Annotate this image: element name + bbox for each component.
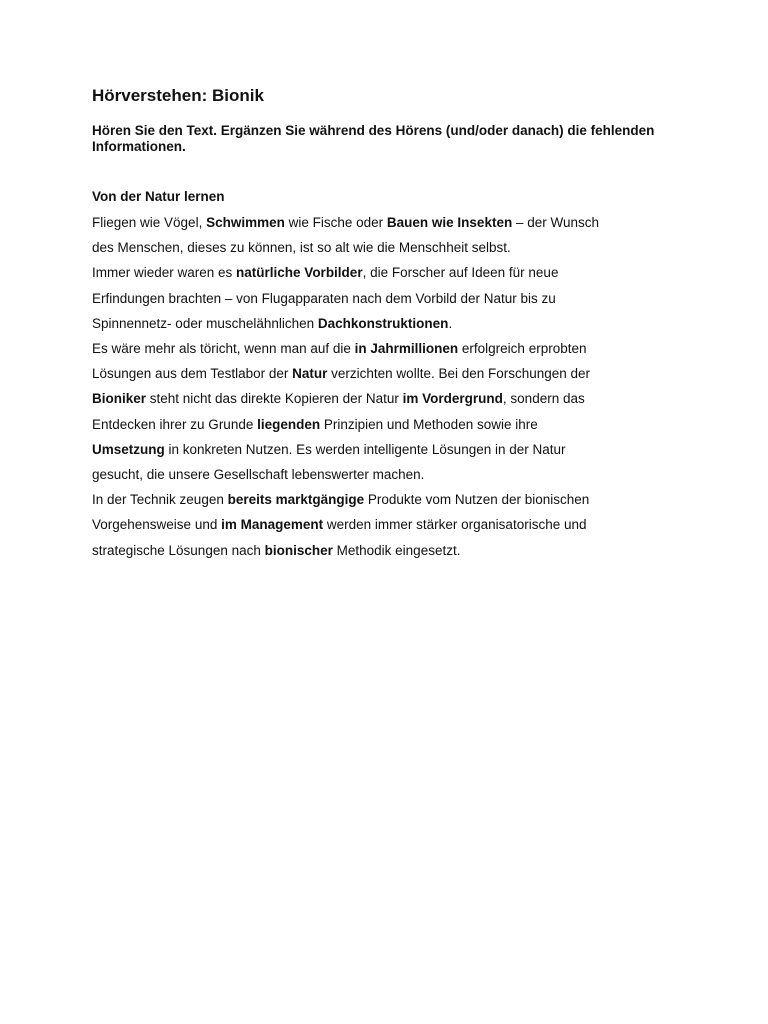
filled-answer: Bauen wie Insekten [386, 215, 513, 230]
text-line [92, 512, 692, 537]
text-run: Entdecken ihrer zu Grunde [92, 416, 258, 432]
text-run: strategische Lösungen nach [92, 542, 265, 558]
text-run: , die Forscher auf Ideen für neue [362, 265, 559, 281]
section-heading: Von der Natur lernen [92, 189, 225, 204]
text-run: Spinnennetz- oder muschelähnlichen [92, 315, 318, 331]
filled-answer: Dachkonstruktionen [317, 315, 449, 331]
text-run: Produkte vom Nutzen der bionischen [364, 492, 590, 508]
filled-answer: Natur [292, 366, 328, 382]
text-run: , sondern das [502, 391, 585, 407]
text-run: Fliegen wie Vögel, [92, 215, 207, 230]
text-run: erfolgreich erprobten [458, 341, 587, 357]
filled-answer: im Vordergrund [402, 391, 503, 407]
text-run: Prinzipien und Methoden sowie ihre [320, 416, 538, 432]
text-run: – der Wunsch [512, 215, 599, 230]
text-line [92, 538, 692, 563]
text-line [92, 437, 692, 462]
filled-answer: Umsetzung [92, 441, 165, 457]
text-run: des Menschen, dieses zu können, ist so alt wie die Menschheit selbst. [92, 240, 511, 256]
text-line [92, 260, 692, 285]
text-run: wie Fische oder [284, 215, 387, 230]
filled-answer: natürliche Vorbilder [236, 265, 363, 281]
text-line [92, 386, 692, 411]
text-run: Lösungen aus dem Testlabor der [92, 366, 293, 382]
text-line [92, 311, 692, 336]
text-run: gesucht, die unsere Gesellschaft lebenswerter machen. [92, 467, 425, 483]
task-instructions: Hören Sie den Text. Ergänzen Sie während des Hörens (und/oder danach) die fehlenden Informationen. [92, 123, 655, 154]
text-line [92, 462, 692, 487]
filled-answer: im Management [221, 517, 324, 533]
text-line [92, 235, 692, 260]
text-run: . [448, 315, 453, 331]
filled-answer: bereits marktgängige [227, 492, 365, 508]
text-run: Erfindungen brachten – von Flugapparaten nach dem Vorbild der Natur bis zu [92, 290, 556, 306]
filled-answer: Bioniker [92, 391, 147, 407]
text-run: Es wäre mehr als töricht, wenn man auf die [92, 341, 355, 357]
text-run: in konkreten Nutzen. Es werden intelligente Lösungen in der Natur [164, 441, 566, 457]
text-run: Vorgehensweise und [92, 517, 222, 533]
text-run: steht nicht das direkte Kopieren der Natur [146, 391, 403, 407]
text-line [92, 336, 692, 361]
text-line [92, 412, 692, 437]
text-run: Methodik eingesetzt. [332, 542, 461, 558]
text-run: Immer wieder waren es [92, 265, 237, 281]
filled-answer: in Jahrmillionen [354, 341, 459, 357]
text-run: werden immer stärker organisatorische und [323, 517, 587, 533]
filled-answer: Schwimmen [206, 215, 285, 230]
text-run: verzichten wollte. Bei den Forschungen der [327, 366, 591, 382]
filled-answer: liegenden [257, 416, 321, 432]
text-line [92, 210, 692, 235]
body-text [92, 210, 692, 563]
filled-answer: bionischer [264, 542, 333, 558]
text-line [92, 286, 692, 311]
text-line [92, 487, 692, 512]
document-title: Hörverstehen: Bionik [92, 86, 264, 105]
text-run: In der Technik zeugen [92, 492, 228, 508]
text-line [92, 361, 692, 386]
